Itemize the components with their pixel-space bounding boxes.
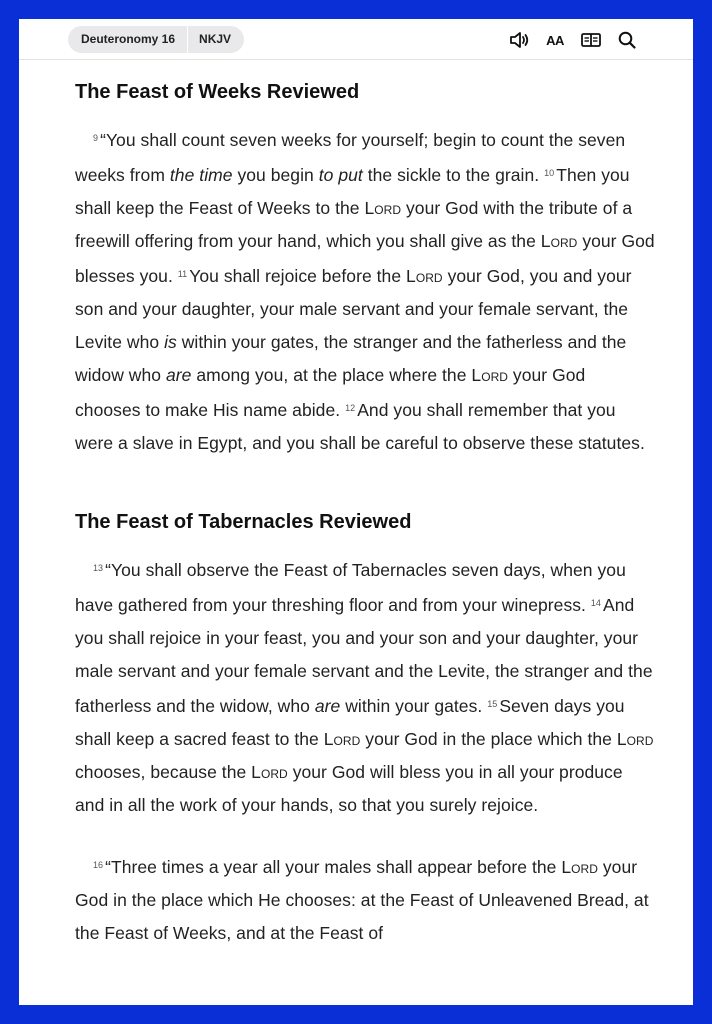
paragraph: $^9$ “You shall count seven weeks for yourself; begin to count the seven weeks from the time you begin to put the sickle to the grain. $^{10}$ Then you shall keep the Feast of Weeks to the Lord your God with the tribute of a freewill offering from your hand, which you shall give as the Lord your God blesses you. $^{11}$ You shall rejoice before the Lord your God, you and your son and your daughter, your male servant and your female servant, the Levite who is within your gates, the stranger and the fatherless and the widow who are among you, at the place where the Lord your God chooses to make His name abide. $^{12}$ And you shall remember that you were a slave in Egypt, and you shall be careful to observe these statutes. xyxy=(75,130,655,453)
paragraph: $^{13}$ “You shall observe the Feast of Tabernacles seven days, when you have gathered from your threshing floor and from your winepress. $^{14}$ And you shall rejoice in your feast, you and your son and your daughter, your male servant and your female servant and the Levite, the stranger and the fatherless and the widow, who are within your gates. $^{15}$ Seven days you shall keep a sacred feast to the Lord your God in the place which the Lord chooses, because the Lord your God will bless you in all your produce and in all the work of your hands, so that you surely rejoice. xyxy=(75,560,654,815)
verse-number[interactable]: 11 xyxy=(177,269,188,279)
reference-pill xyxy=(68,26,244,53)
section-heading: The Feast of Weeks Reviewed xyxy=(75,81,360,103)
book-chapter-button[interactable]: Deuteronomy 16 xyxy=(81,32,176,46)
verse-number[interactable]: 15 xyxy=(487,699,498,709)
book-icon[interactable] xyxy=(580,29,602,51)
font-size-label: AA xyxy=(546,32,564,48)
speaker-icon[interactable] xyxy=(508,29,530,51)
reader-screen xyxy=(19,19,693,1005)
verse-number[interactable]: 16 xyxy=(93,860,104,870)
verse-number[interactable]: 13 xyxy=(93,563,104,573)
version-button[interactable]: NKJV xyxy=(199,32,232,46)
toolbar xyxy=(508,29,638,51)
verse-number[interactable]: 14 xyxy=(590,598,601,608)
section-heading: The Feast of Tabernacles Reviewed xyxy=(75,511,412,533)
top-bar xyxy=(19,19,693,60)
verse-number[interactable]: 10 xyxy=(544,168,555,178)
paragraph: $^{16}$ “Three times a year all your males shall appear before the Lord your God in the place which He chooses: at the Feast of Unleavened Bread, at the Feast of Weeks, and at the Feast of xyxy=(75,857,649,943)
search-icon[interactable] xyxy=(616,29,638,51)
verse-number[interactable]: 9 xyxy=(93,133,99,143)
verse-number[interactable]: 12 xyxy=(345,403,356,413)
font-size-icon[interactable] xyxy=(544,29,566,51)
